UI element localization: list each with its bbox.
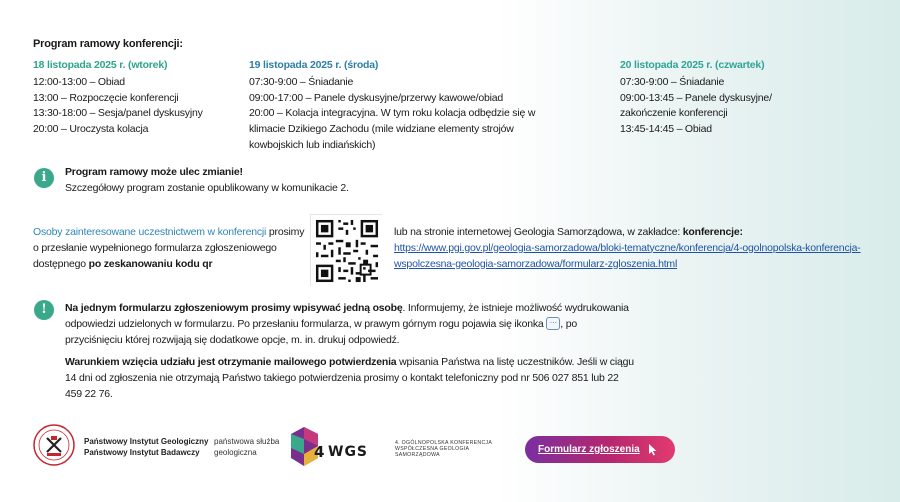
form-note-text-1b: , po przyciśnięciu której rozwijają się dodatkowe opcje, m. in. drukuj odpowiedź. <box>65 317 578 346</box>
day-column-2 <box>249 58 559 154</box>
website-info <box>394 225 884 272</box>
schedule-item: 13:30-18:00 – Sesja/panel dyskusyjny <box>33 107 203 120</box>
pig-logo <box>33 424 75 466</box>
program-title: Program ramowy konferencji: <box>33 38 183 50</box>
form-note-text-2: wpisania Państwa na listę uczestników. Jeśli w ciągu 14 dni od zgłoszenia nie otrzymają Państwo takiego potwierdzenia prosimy o kontakt telefoniczny pod nr 506 027 851 lub 22 459 22 76. <box>65 356 634 400</box>
day-column-3 <box>620 58 820 138</box>
psg-name <box>214 437 279 459</box>
schedule-item: 07:30-9:00 – Śniadanie <box>249 75 354 88</box>
registration-form-button[interactable] <box>525 436 675 463</box>
notice-text: Szczegółowy program zostanie opublikowany w komunikacie 2. <box>65 181 349 194</box>
form-note-bold-1: Na jednym formularzu zgłoszeniowym prosimy wpisywać jedną osobę <box>65 302 403 314</box>
qr-code-graphic <box>311 215 383 287</box>
schedule-item: 12:00-13:00 – Obiad <box>33 75 125 88</box>
schedule-item: 09:00-17:00 – Panele dyskusyjne/przerwy kawowe/obiad <box>249 91 504 104</box>
notice-title: Program ramowy może ulec zmianie! <box>65 166 243 178</box>
pig-name-line-2: Państwowy Instytut Badawczy <box>84 447 200 457</box>
form-note-paragraph-1 <box>65 301 635 348</box>
schedule-item: 20:00 – Uroczysta kolacja <box>33 123 149 135</box>
day-date: 19 listopada 2025 r. (środa) <box>249 59 379 71</box>
schedule-item: 13:00 – Rozpoczęcie konferencji <box>33 91 179 104</box>
info-icon: i <box>34 168 54 188</box>
schedule-item: 13:45-14:45 – Obiad <box>620 123 712 135</box>
wgs-conference-name <box>395 440 492 459</box>
psg-name-line-2: geologiczna <box>214 447 257 457</box>
exclamation-icon: ! <box>34 300 54 320</box>
wgs-mark-text: WGS <box>328 444 369 460</box>
psg-name-line-1: państwowa służba <box>214 437 280 446</box>
registration-text <box>33 225 308 272</box>
wgs-mark-number: 4 <box>314 443 325 461</box>
schedule-item: 20:00 – Kolacja integracyjna. W tym roku kolacja odbędzie się w klimacie Dzikiego Zachodu (mile widziane elementy strojów kowbojskich lub indiańskich) <box>249 107 536 151</box>
form-note-text-1: . Informujemy, że istnieje możliwość wydrukowania odpowiedzi udzielonych w formularzu. Po przesłaniu formularza, w prawym górnym rogu pojawia się ikonka <box>65 302 629 330</box>
more-options-icon: ··· <box>546 317 560 330</box>
schedule-item: 09:00-13:45 – Panele dyskusyjne/ zakończenie konferencji <box>620 91 772 120</box>
form-note <box>65 301 635 410</box>
day-date: 18 listopada 2025 r. (wtorek) <box>33 59 168 71</box>
registration-form-button-label: Formularz zgłoszenia <box>538 444 640 455</box>
registration-url-link[interactable]: https://www.pgi.gov.pl/geologia-samorzadowa/bloki-tematyczne/konferencja/4-ogolnopolska-konferencja-wspolczesna-geologia-samorzadowa/formularz-zgloszenia.html <box>394 241 861 270</box>
wgs-name-line-3: SAMORZĄDOWA <box>395 452 440 459</box>
site-section: konferencje: <box>682 226 743 238</box>
pointer-cursor-icon <box>648 444 658 456</box>
form-note-bold-2: Warunkiem wzięcia udziału jest otrzymanie mailowego potwierdzenia <box>65 356 397 369</box>
day-date: 20 listopada 2025 r. (czwartek) <box>620 59 765 71</box>
wgs-logo <box>288 424 398 470</box>
pig-name <box>84 437 208 459</box>
wgs-name-line-2: WSPÓŁCZESNA GEOLOGIA <box>395 446 470 453</box>
form-note-paragraph-2 <box>65 355 635 402</box>
qr-code[interactable] <box>310 214 382 286</box>
pig-name-line-1: Państwowy Instytut Geologiczny <box>84 437 209 446</box>
registration-bold: po zeskanowaniu kodu qr <box>88 257 213 270</box>
registration-body: prosimy o przesłanie wypełnionego formularza zgłoszeniowego dostępnego <box>33 226 305 270</box>
day-column-1 <box>33 58 233 138</box>
registration-highlight: Osoby zainteresowane uczestnictwem w konferencji <box>33 226 267 238</box>
program-change-notice <box>65 165 349 197</box>
site-prefix: lub na stronie internetowej Geologia Samorządowa, w zakładce: <box>394 226 681 238</box>
schedule-item: 07:30-9:00 – Śniadanie <box>620 75 725 88</box>
wgs-name-line-1: 4. OGÓLNOPOLSKA KONFERENCJA <box>395 440 493 446</box>
